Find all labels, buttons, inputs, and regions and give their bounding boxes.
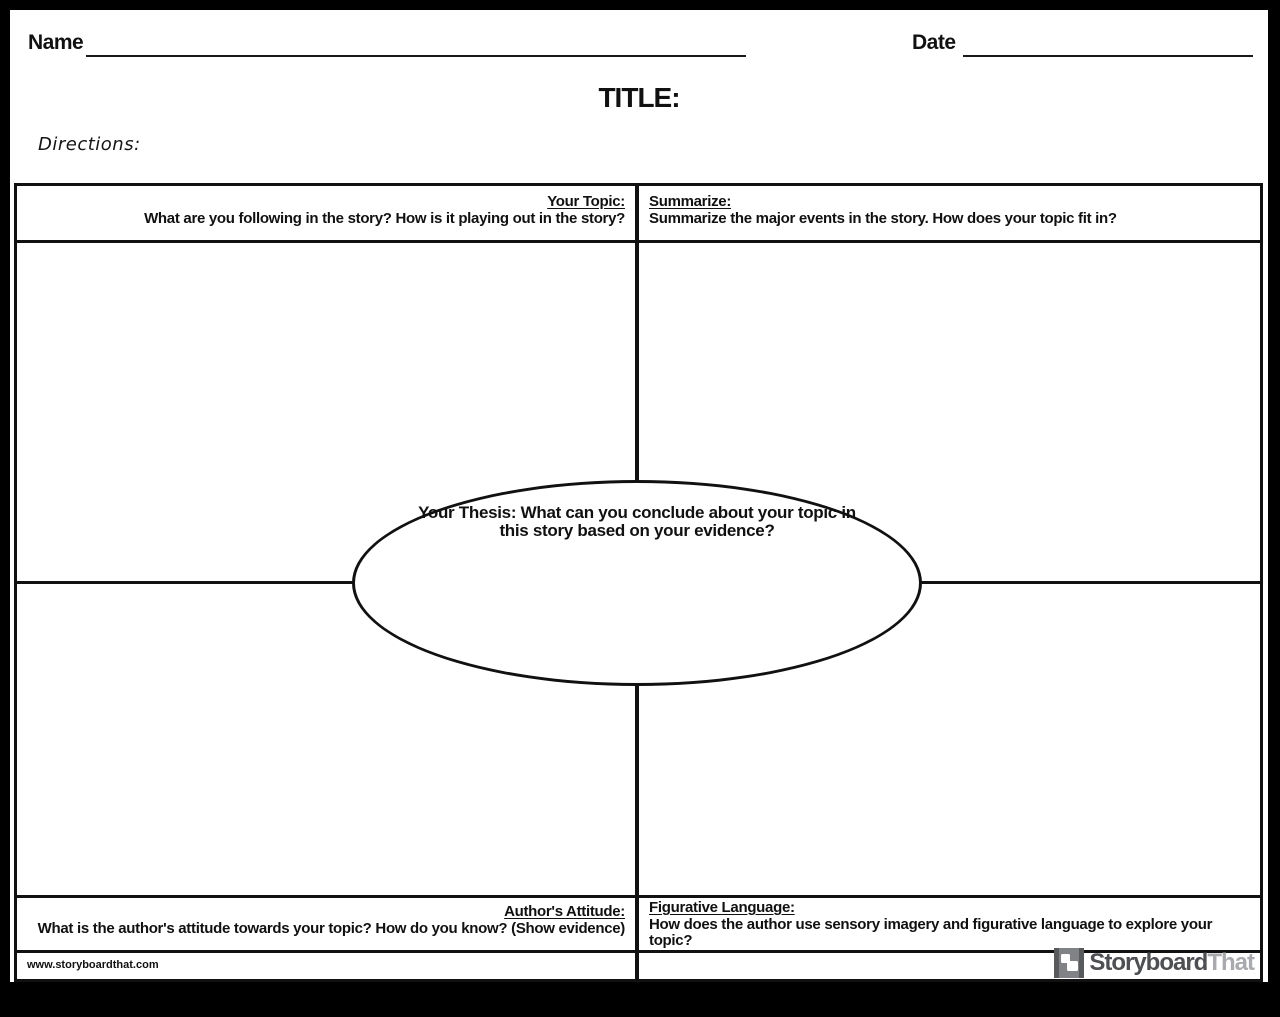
thesis-prompt: Your Thesis: What can you conclude about your topic in this story based on your evidence? — [418, 503, 856, 540]
name-label: Name — [28, 31, 84, 54]
bottom-left-header — [17, 898, 635, 950]
your-topic-question: What are you following in the story? How is it playing out in the story? — [144, 210, 625, 227]
top-header-bottom-border — [17, 240, 1260, 243]
summarize-question: Summarize the major events in the story. How does your topic fit in? — [649, 210, 1117, 227]
date-label: Date — [912, 31, 956, 54]
bottom-right-header — [639, 898, 1260, 950]
website-url: www.storyboardthat.com — [27, 959, 159, 971]
top-right-header — [639, 186, 1260, 240]
storyboardthat-logo — [1054, 948, 1254, 978]
storyboardthat-frame-icon — [1054, 948, 1084, 978]
figurative-language-heading: Figurative Language: — [649, 899, 795, 916]
name-input-line[interactable] — [86, 55, 746, 57]
logo-text-that: That — [1207, 949, 1254, 976]
page-title: TITLE: — [598, 82, 680, 113]
directions-label: Directions: — [38, 134, 141, 155]
summarize-heading: Summarize: — [649, 193, 732, 210]
organizer-grid — [14, 183, 1263, 982]
worksheet-page — [10, 10, 1268, 982]
authors-attitude-question: What is the author's attitude towards your topic? How do you know? (Show evidence) — [37, 920, 625, 937]
date-input-line[interactable] — [963, 55, 1253, 57]
logo-text-storyboard: Storyboard — [1089, 949, 1208, 976]
figurative-language-question: How does the author use sensory imagery and figurative language to explore your topic? — [649, 915, 1213, 949]
your-topic-heading: Your Topic: — [547, 193, 625, 210]
authors-attitude-heading: Author's Attitude: — [504, 903, 625, 920]
top-left-header — [17, 186, 635, 240]
thesis-ellipse[interactable] — [352, 480, 922, 686]
